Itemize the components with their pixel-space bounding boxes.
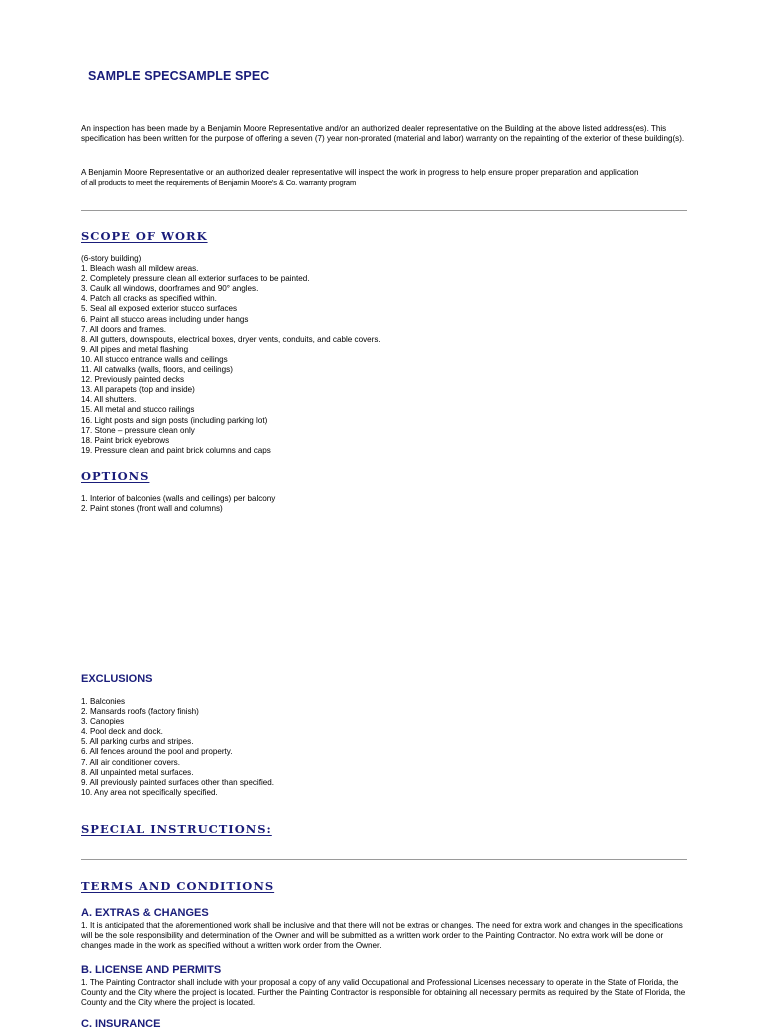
intro-paragraph-1: An inspection has been made by a Benjamin Moore Representative and/or an authorized dealer representative on the Building at the above listed address(es). This specification has been written for the purpose of offering a seven (7) year non-prorated (material and labor) warranty on the repainting of the exterior of these building(s). <box>81 124 685 143</box>
options-heading: OPTIONS <box>81 469 150 483</box>
scope-list-item: 2. Completely pressure clean all exterior surfaces to be painted. <box>81 274 310 284</box>
scope-list-item: (6-story building) <box>81 254 142 263</box>
license-permits-text: 1. The Painting Contractor shall include with your proposal a copy of any valid Occupational and Professional Licenses necessary to operate in the State of Florida, the County and the City where the project is located. Further the Painting Contractor is responsible for obtaining all necessary permits as required by the State of Florida, the County and the City where the project is located. <box>81 978 686 1007</box>
scope-list-item: 15. All metal and stucco railings <box>81 405 195 415</box>
scope-list-item: 17. Stone – pressure clean only <box>81 425 195 435</box>
scope-list-item: 11. All catwalks (walls, floors, and ceilings) <box>81 365 233 375</box>
special-instructions-heading: SPECIAL INSTRUCTIONS: <box>81 822 272 836</box>
scope-list-item: 16. Light posts and sign posts (including parking lot) <box>81 415 268 425</box>
scope-list-item: 19. Pressure clean and paint brick columns and caps <box>81 445 271 455</box>
divider-1 <box>81 210 687 211</box>
scope-list-item: 8. All gutters, downspouts, electrical boxes, dryer vents, conduits, and cable covers. <box>81 334 381 344</box>
exclusions-list-item: 8. All unpainted metal surfaces. <box>81 767 194 777</box>
exclusions-list-item: 7. All air conditioner covers. <box>81 757 180 767</box>
exclusions-list <box>81 697 274 798</box>
options-list <box>81 494 275 514</box>
scope-heading: SCOPE OF WORK <box>81 229 208 243</box>
scope-list-item: 4. Patch all cracks as specified within. <box>81 294 217 304</box>
exclusions-list-item: 1. Balconies <box>81 697 126 706</box>
insurance-heading: C. INSURANCE <box>81 1018 161 1030</box>
scope-list-item: 13. All parapets (top and inside) <box>81 385 195 395</box>
exclusions-list-item: 6. All fences around the pool and property. <box>81 747 233 757</box>
divider-2 <box>81 859 687 860</box>
exclusions-list-item: 4. Pool deck and dock. <box>81 727 163 737</box>
terms-heading: TERMS AND CONDITIONS <box>81 879 275 893</box>
scope-list <box>81 254 381 456</box>
scope-list-item: 10. All stucco entrance walls and ceilings <box>81 354 228 364</box>
options-list-item: 2. Paint stones (front wall and columns) <box>81 504 223 514</box>
options-list-item: 1. Interior of balconies (walls and ceilings) per balcony <box>81 494 276 503</box>
extras-changes-heading: A. EXTRAS & CHANGES <box>81 907 209 919</box>
intro-paragraph-2-line-2: of all products to meet the requirements of Benjamin Moore's & Co. warranty program <box>81 178 357 187</box>
scope-list-item: 12. Previously painted decks <box>81 375 185 385</box>
intro-paragraph-2-line-1: A Benjamin Moore Representative or an authorized dealer representative will inspect the work in progress to help ensure proper preparation and application <box>81 168 639 177</box>
exclusions-heading: EXCLUSIONS <box>81 673 153 685</box>
scope-list-item: 7. All doors and frames. <box>81 324 167 334</box>
scope-list-item: 5. Seal all exposed exterior stucco surfaces <box>81 304 238 314</box>
scope-list-item: 9. All pipes and metal flashing <box>81 344 189 354</box>
scope-list-item: 3. Caulk all windows, doorframes and 90° angles. <box>81 284 259 294</box>
license-permits-heading: B. LICENSE AND PERMITS <box>81 964 222 976</box>
scope-list-item: 1. Bleach wash all mildew areas. <box>81 264 199 274</box>
exclusions-list-item: 2. Mansards roofs (factory finish) <box>81 707 199 717</box>
scope-list-item: 14. All shutters. <box>81 395 137 405</box>
intro-paragraph-2 <box>81 168 687 188</box>
extras-changes-text: 1. It is anticipated that the aforementioned work shall be inclusive and that there will not be extras or changes. The need for extra work and changes in the specifications will be the sole responsibility and determination of the Owner and will be submitted as a written work order to the Painting Contractor. No extra work will be done or changes made in the work as specified without a written work order from the Owner. <box>81 921 683 950</box>
scope-list-item: 6. Paint all stucco areas including under hangs <box>81 314 249 324</box>
scope-list-item: 18. Paint brick eyebrows <box>81 435 170 445</box>
exclusions-list-item: 10. Any area not specifically specified. <box>81 787 218 797</box>
document-title: SAMPLE SPECSAMPLE SPEC <box>88 69 270 83</box>
exclusions-list-item: 5. All parking curbs and stripes. <box>81 737 194 747</box>
exclusions-list-item: 3. Canopies <box>81 717 125 727</box>
exclusions-list-item: 9. All previously painted surfaces other than specified. <box>81 777 275 787</box>
